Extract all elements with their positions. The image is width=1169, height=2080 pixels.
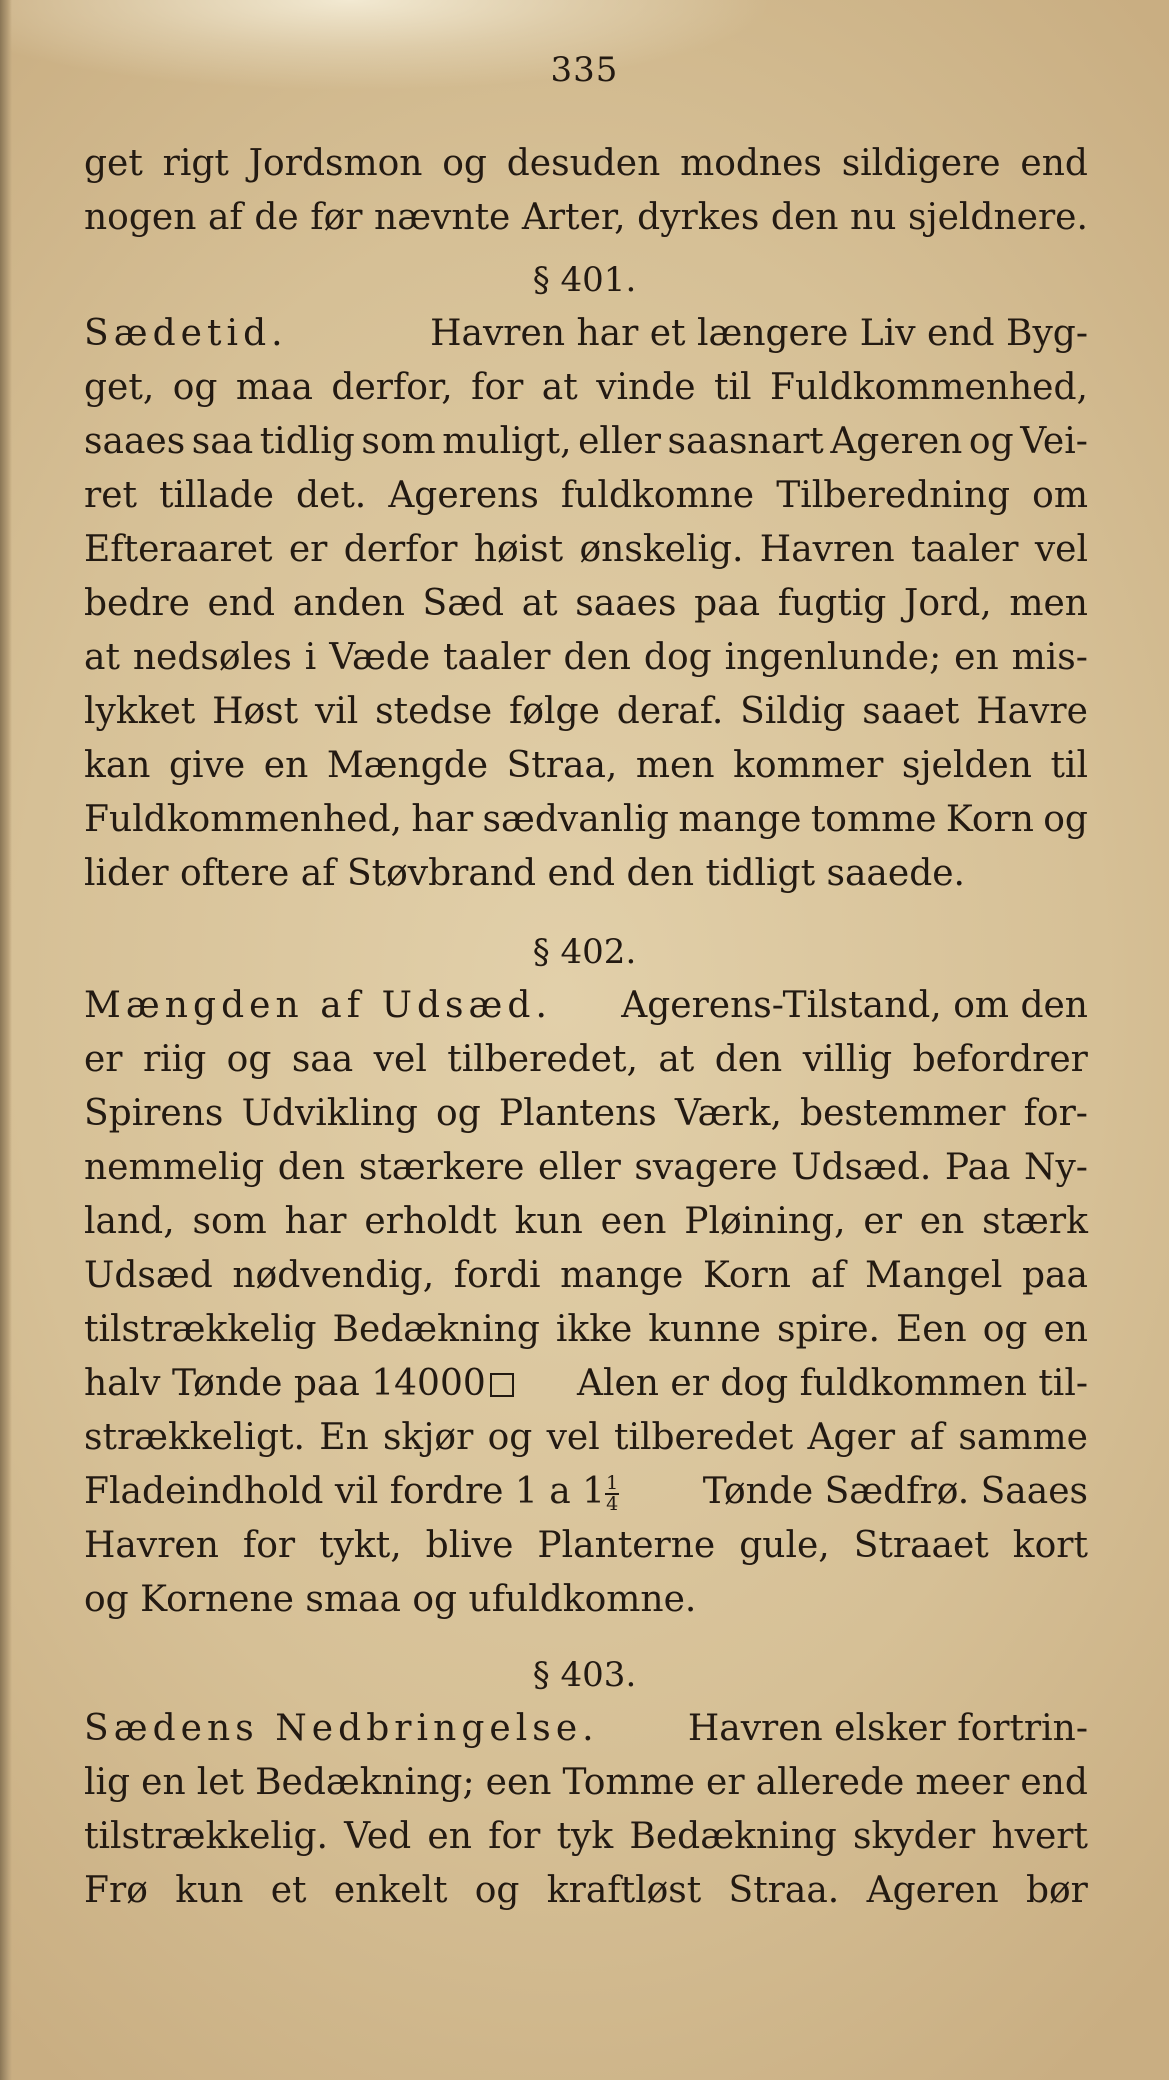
word: Ny- xyxy=(1023,1147,1088,1188)
word: befordrer xyxy=(912,1039,1088,1080)
word: som xyxy=(361,421,436,462)
word: strækkeligt. xyxy=(84,1417,305,1458)
page-number: 335 xyxy=(550,50,619,90)
word: den xyxy=(714,1039,783,1080)
word: men xyxy=(1009,583,1088,624)
word: for- xyxy=(1023,1093,1088,1134)
word: Havren xyxy=(759,529,895,570)
word: Sæd xyxy=(422,583,505,624)
text-line xyxy=(84,1087,1088,1141)
word: tilberedet, xyxy=(447,1039,638,1080)
word: Mængde xyxy=(326,745,489,786)
word: Udvikling xyxy=(241,1093,418,1134)
text-line: lider oftere af Støvbrand end den tidligt saaede. xyxy=(84,853,965,894)
word: har xyxy=(411,799,474,840)
word: tilstrækkelig. xyxy=(84,1816,328,1857)
word: og xyxy=(436,1093,481,1134)
word: for xyxy=(471,367,524,408)
section-heading-402: § 402. xyxy=(532,932,637,972)
word: saaes xyxy=(84,421,186,462)
word: Straa. xyxy=(728,1870,840,1911)
word: nødvendig, xyxy=(232,1255,435,1296)
text-line xyxy=(84,1195,1088,1249)
word: nedsøles xyxy=(132,637,292,678)
word: for xyxy=(242,1525,296,1566)
word: mis- xyxy=(1011,637,1088,678)
word: vil xyxy=(314,691,359,732)
word: og xyxy=(487,1417,533,1458)
text-line xyxy=(84,793,1088,847)
word: Sildig xyxy=(740,691,846,732)
word: at xyxy=(521,583,558,624)
word: ikke xyxy=(555,1309,633,1350)
text-line: og Kornene smaa og ufuldkomne. xyxy=(84,1579,697,1620)
word: kan xyxy=(84,745,151,786)
word: ingenlunde; xyxy=(724,637,942,678)
word: ret xyxy=(84,475,137,516)
word: om xyxy=(1032,475,1088,516)
text-line xyxy=(84,739,1088,793)
word: rigt xyxy=(162,143,229,184)
text-line xyxy=(84,1033,1088,1087)
text-line xyxy=(84,1810,1088,1864)
word: kun xyxy=(175,1870,244,1911)
word: samme xyxy=(958,1417,1088,1458)
section-heading-401: § 401. xyxy=(532,260,637,300)
word: Ageren xyxy=(830,421,963,462)
word: Arter, xyxy=(521,197,626,238)
word: Jord, xyxy=(903,583,992,624)
word: get, xyxy=(84,367,155,408)
word: end xyxy=(207,583,276,624)
word: let xyxy=(196,1762,244,1803)
word: allerede xyxy=(755,1762,905,1803)
word: Frø xyxy=(84,1870,148,1911)
word: kunne xyxy=(648,1309,761,1350)
word: af xyxy=(207,197,243,238)
word: tilberedet xyxy=(614,1417,794,1458)
word: en xyxy=(1043,1309,1088,1350)
text-line xyxy=(84,1141,1088,1195)
word: Jordsmon xyxy=(248,143,423,184)
word: kort xyxy=(1012,1525,1088,1566)
text-line xyxy=(84,191,1088,245)
word: Paa xyxy=(944,1147,1011,1188)
text-line xyxy=(84,361,1088,415)
word: end xyxy=(1020,143,1088,184)
word: Agerens xyxy=(388,475,539,516)
word: kun xyxy=(514,1201,583,1242)
word: give xyxy=(169,745,246,786)
word: tillade xyxy=(159,475,274,516)
word: land, xyxy=(84,1201,175,1242)
word: er xyxy=(706,1762,745,1803)
word: end xyxy=(1020,1762,1088,1803)
word: saaet xyxy=(862,691,960,732)
word: som xyxy=(192,1201,267,1242)
word: Straa, xyxy=(506,745,618,786)
word: spire. xyxy=(776,1309,880,1350)
word: Fuldkommenhed, xyxy=(84,799,402,840)
section-text: Agerens-Tilstand, om den xyxy=(621,985,1088,1026)
word: lig xyxy=(84,1762,131,1803)
word: maa xyxy=(235,367,313,408)
fraction-denominator: 4 xyxy=(606,1493,619,1515)
word: tykt, xyxy=(319,1525,402,1566)
word: er xyxy=(863,1201,902,1242)
word: og xyxy=(1043,799,1088,840)
word: bør xyxy=(1025,1870,1088,1911)
word: og xyxy=(226,1039,272,1080)
word: erholdt xyxy=(364,1201,497,1242)
word: en xyxy=(427,1816,472,1857)
section-term: Sædetid. xyxy=(84,313,288,354)
word: Bedækning; xyxy=(255,1762,475,1803)
word: svagere xyxy=(634,1147,778,1188)
word: vel xyxy=(373,1039,427,1080)
word: Korn xyxy=(945,799,1034,840)
word: Bedækning xyxy=(629,1816,837,1857)
word: sædvanlig xyxy=(482,799,669,840)
word: fuldkomne xyxy=(560,475,755,516)
section-text: Havren har et længere Liv end Byg- xyxy=(430,313,1088,354)
word: saaes xyxy=(575,583,677,624)
word: En xyxy=(319,1417,369,1458)
word: stærkere xyxy=(358,1147,525,1188)
word: villig xyxy=(802,1039,893,1080)
word: Udsæd xyxy=(84,1255,213,1296)
square-symbol-icon xyxy=(490,1373,514,1397)
word: Udsæd. xyxy=(791,1147,932,1188)
word: et xyxy=(270,1870,307,1911)
word: dyrkes xyxy=(637,197,760,238)
word: at xyxy=(541,367,578,408)
word: vel xyxy=(546,1417,600,1458)
text-line-fraction xyxy=(84,1465,1088,1519)
word: meer xyxy=(915,1762,1010,1803)
text-line xyxy=(84,685,1088,739)
word: riig xyxy=(142,1039,207,1080)
word: een xyxy=(600,1201,667,1242)
word: det. xyxy=(295,475,367,516)
word: gule, xyxy=(739,1525,830,1566)
word: følge xyxy=(509,691,600,732)
word: fugtig xyxy=(777,583,887,624)
word: Væde xyxy=(329,637,431,678)
word: og xyxy=(172,367,218,408)
word: af xyxy=(810,1255,846,1296)
word: eller xyxy=(578,421,661,462)
word: get xyxy=(84,143,143,184)
text-fragment xyxy=(84,1357,514,1411)
word: til xyxy=(1050,745,1088,786)
text-line xyxy=(84,415,1088,469)
text-line xyxy=(84,137,1088,191)
word: Mangel xyxy=(864,1255,1003,1296)
word: nævnte xyxy=(374,197,511,238)
word: høist xyxy=(473,529,564,570)
word: stedse xyxy=(375,691,493,732)
word: vel xyxy=(1034,529,1088,570)
section-text: Havren elsker fortrin- xyxy=(687,1708,1088,1749)
word: Planterne xyxy=(537,1525,716,1566)
word: taaler xyxy=(911,529,1019,570)
word: til xyxy=(714,367,752,408)
word: at xyxy=(84,637,120,678)
section-403-first-line xyxy=(84,1702,1088,1756)
word: taaler xyxy=(443,637,551,678)
word: Ved xyxy=(344,1816,412,1857)
word: Havre xyxy=(976,691,1088,732)
text-fragment: Tønde Sædfrø. Saaes xyxy=(702,1471,1088,1512)
text-line-area-unit xyxy=(84,1357,1088,1411)
word: den xyxy=(277,1147,346,1188)
word: anden xyxy=(292,583,405,624)
word: een xyxy=(485,1762,552,1803)
word: Straaet xyxy=(853,1525,989,1566)
word: kommer xyxy=(733,745,884,786)
word: de xyxy=(254,197,299,238)
word: Vei- xyxy=(1020,421,1088,462)
word: bestemmer xyxy=(800,1093,1006,1134)
word: enkelt xyxy=(333,1870,448,1911)
word: ønskelig. xyxy=(579,529,744,570)
text-line xyxy=(84,1303,1088,1357)
word: skjør xyxy=(382,1417,474,1458)
word: mange xyxy=(678,799,802,840)
word: deraf. xyxy=(616,691,724,732)
word: dog xyxy=(643,637,712,678)
word: saa xyxy=(291,1039,354,1080)
word: sjeldnere. xyxy=(907,197,1088,238)
text-line xyxy=(84,1249,1088,1303)
word: Tilberedning xyxy=(776,475,1011,516)
word: sjelden xyxy=(901,745,1032,786)
word: kraftløst xyxy=(546,1870,702,1911)
word: skyder xyxy=(853,1816,976,1857)
text-before-fraction: Fladeindhold vil fordre 1 a 1 xyxy=(84,1471,606,1512)
text-line xyxy=(84,469,1088,523)
word: tyk xyxy=(556,1816,614,1857)
word: Tomme xyxy=(562,1762,695,1803)
word: i xyxy=(304,637,317,678)
word: blive xyxy=(425,1525,514,1566)
text-line xyxy=(84,1756,1088,1810)
word: den xyxy=(563,637,631,678)
word: Høst xyxy=(212,691,299,732)
word: tidlig xyxy=(259,421,355,462)
text-line xyxy=(84,631,1088,685)
word: nemmelig xyxy=(84,1147,265,1188)
word: stærk xyxy=(982,1201,1088,1242)
word: for xyxy=(488,1816,541,1857)
section-401-first-line xyxy=(84,307,1088,361)
word: Havren xyxy=(84,1525,219,1566)
word: af xyxy=(909,1417,945,1458)
word: og xyxy=(474,1870,520,1911)
word: nu xyxy=(850,197,897,238)
word: Fuldkommenhed, xyxy=(769,367,1088,408)
word: Bedækning xyxy=(332,1309,540,1350)
text-line xyxy=(84,1411,1088,1465)
word: en xyxy=(141,1762,186,1803)
word: Plantens xyxy=(498,1093,657,1134)
word: Korn xyxy=(702,1255,791,1296)
word: derfor, xyxy=(331,367,453,408)
text-fragment xyxy=(84,1465,619,1519)
word: mange xyxy=(560,1255,684,1296)
word: er xyxy=(84,1039,123,1080)
fraction-one-quarter xyxy=(605,1474,619,1514)
word: og xyxy=(442,143,487,184)
word: sildigere xyxy=(841,143,1001,184)
word: Pløining, xyxy=(684,1201,846,1242)
fraction-numerator: 1 xyxy=(606,1472,619,1494)
word: saa xyxy=(191,421,254,462)
section-term: Mængden af Udsæd. xyxy=(84,985,553,1026)
word: saasnart xyxy=(667,421,824,462)
section-402-first-line xyxy=(84,979,1088,1033)
text-line xyxy=(84,1864,1088,1918)
word: Ager xyxy=(807,1417,896,1458)
word: en xyxy=(954,637,999,678)
word: derfor xyxy=(343,529,458,570)
section-heading-403: § 403. xyxy=(532,1655,637,1695)
word: før xyxy=(310,197,363,238)
word: Værk, xyxy=(674,1093,782,1134)
text-line xyxy=(84,523,1088,577)
word: muligt, xyxy=(442,421,572,462)
section-term: Sædens Nedbringelse. xyxy=(84,1708,599,1749)
word: desuden xyxy=(506,143,661,184)
word: Een xyxy=(895,1309,967,1350)
word: fordi xyxy=(453,1255,541,1296)
word: modnes xyxy=(680,143,822,184)
word: og xyxy=(982,1309,1028,1350)
word: Ageren xyxy=(866,1870,999,1911)
word: har xyxy=(284,1201,347,1242)
word: Spirens xyxy=(84,1093,224,1134)
word: Efteraaret xyxy=(84,529,273,570)
word: paa xyxy=(694,583,761,624)
word: tilstrækkelig xyxy=(84,1309,317,1350)
word: en xyxy=(919,1201,965,1242)
word: tomme xyxy=(810,799,937,840)
word: er xyxy=(288,529,328,570)
word: en xyxy=(263,745,309,786)
word: vinde xyxy=(596,367,696,408)
word: og xyxy=(968,421,1014,462)
text-fragment: Alen er dog fuldkommen til- xyxy=(576,1363,1088,1404)
word: den xyxy=(770,197,839,238)
word: bedre xyxy=(84,583,190,624)
word: paa xyxy=(1021,1255,1088,1296)
word: eller xyxy=(538,1147,621,1188)
word: lykket xyxy=(84,691,196,732)
word: hvert xyxy=(991,1816,1088,1857)
text-line xyxy=(84,577,1088,631)
page-edge-shadow xyxy=(0,0,12,2080)
text-line xyxy=(84,1519,1088,1573)
text-before-square: halv Tønde paa 14000 xyxy=(84,1363,486,1404)
word: at xyxy=(658,1039,695,1080)
word: nogen xyxy=(84,197,197,238)
word: men xyxy=(635,745,715,786)
